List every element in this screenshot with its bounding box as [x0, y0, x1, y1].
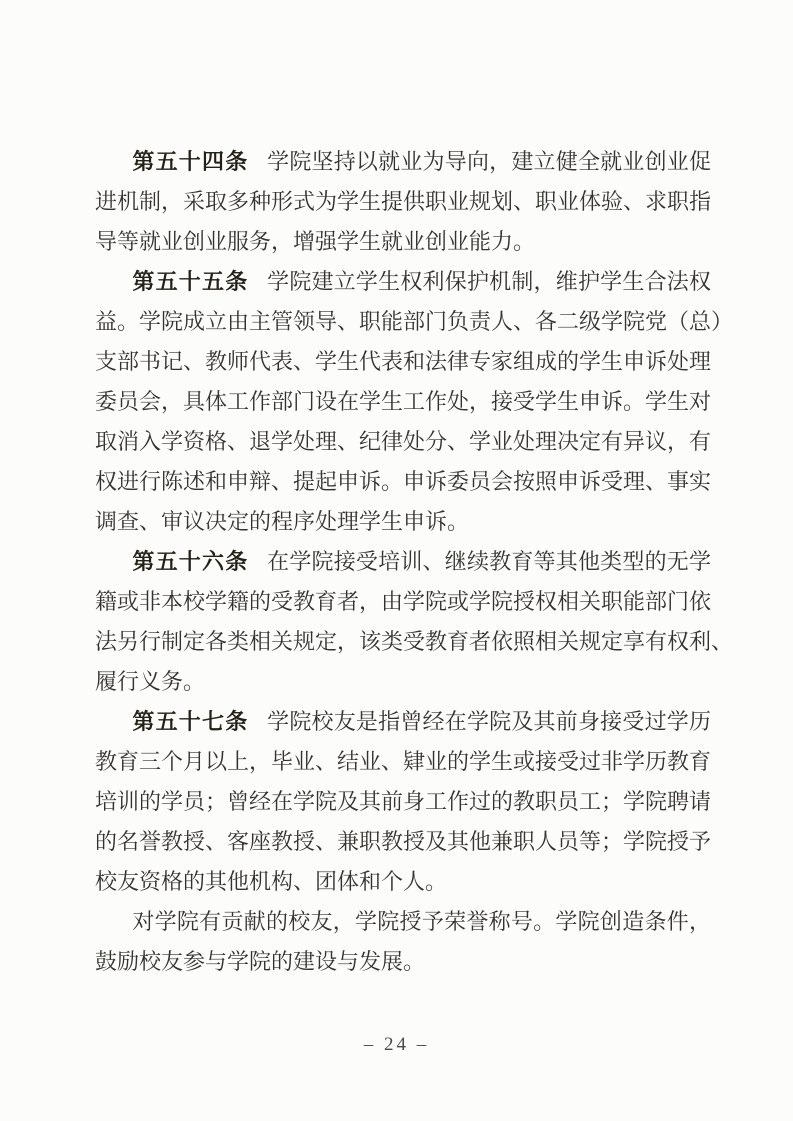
text-line: 法另行制定各类相关规定，该类受教育者依照相关规定享有权利、	[95, 629, 734, 654]
text-line: 对学院有贡献的校友，学院授予荣誉称号。学院创造条件，	[132, 909, 711, 934]
article-number-label: 第五十六条	[132, 549, 249, 574]
text-line	[95, 542, 711, 582]
paragraph-article-55	[95, 262, 734, 542]
article-number-label: 第五十五条	[132, 269, 249, 294]
text-line: 培训的学员；曾经在学院及其前身工作过的教职员工；学院聘请	[95, 789, 712, 814]
text-line: 教育三个月以上，毕业、结业、肄业的学生或接受过非学历教育	[95, 749, 712, 774]
paragraph-article-56	[95, 542, 734, 702]
text-line: 进机制，采取多种形式为学生提供职业规划、职业体验、求职指	[95, 189, 712, 214]
text-line: 的名誉教授、客座教授、兼职教授及其他兼职人员等；学院授予	[95, 829, 712, 854]
text-line: 调查、审议决定的程序处理学生申诉。	[95, 509, 470, 534]
paragraph-article-57	[95, 702, 711, 902]
text-line: 导等就业创业服务，增强学生就业创业能力。	[95, 229, 536, 254]
text-line: 权进行陈述和申辩、提起申诉。申诉委员会按照申诉受理、事实	[95, 469, 712, 494]
text-line: 委员会，具体工作部门设在学生工作处，接受学生申诉。学生对	[95, 389, 712, 414]
article-first-line-text: 学院校友是指曾经在学院及其前身接受过学历	[267, 709, 711, 734]
page-footer	[0, 1034, 793, 1056]
paragraph-alumni-honor	[95, 902, 711, 982]
article-first-line-text: 学院坚持以就业为导向，建立健全就业创业促	[267, 149, 711, 174]
article-first-line-text: 在学院接受培训、继续教育等其他类型的无学	[267, 549, 711, 574]
text-line: 鼓励校友参与学院的建设与发展。	[95, 949, 426, 974]
text-line	[95, 262, 711, 302]
article-number-label: 第五十四条	[132, 149, 249, 174]
article-first-line-text: 学院建立学生权利保护机制，维护学生合法权	[267, 269, 711, 294]
text-line: 校友资格的其他机构、团体和个人。	[95, 869, 448, 894]
text-line	[95, 702, 711, 742]
text-line: 益。学院成立由主管领导、职能部门负责人、各二级学院党（总）	[95, 309, 734, 334]
text-line: 支部书记、教师代表、学生代表和法律专家组成的学生申诉处理	[95, 349, 712, 374]
page-number: – 24 –	[363, 1034, 430, 1055]
document-body	[95, 142, 734, 982]
text-line: 籍或非本校学籍的受教育者，由学院或学院授权相关职能部门依	[95, 589, 712, 614]
article-number-label: 第五十七条	[132, 709, 249, 734]
text-line: 履行义务。	[95, 669, 206, 694]
text-line	[95, 142, 711, 182]
text-line: 取消入学资格、退学处理、纪律处分、学业处理决定有异议，有	[95, 429, 712, 454]
paragraph-article-54	[95, 142, 711, 262]
